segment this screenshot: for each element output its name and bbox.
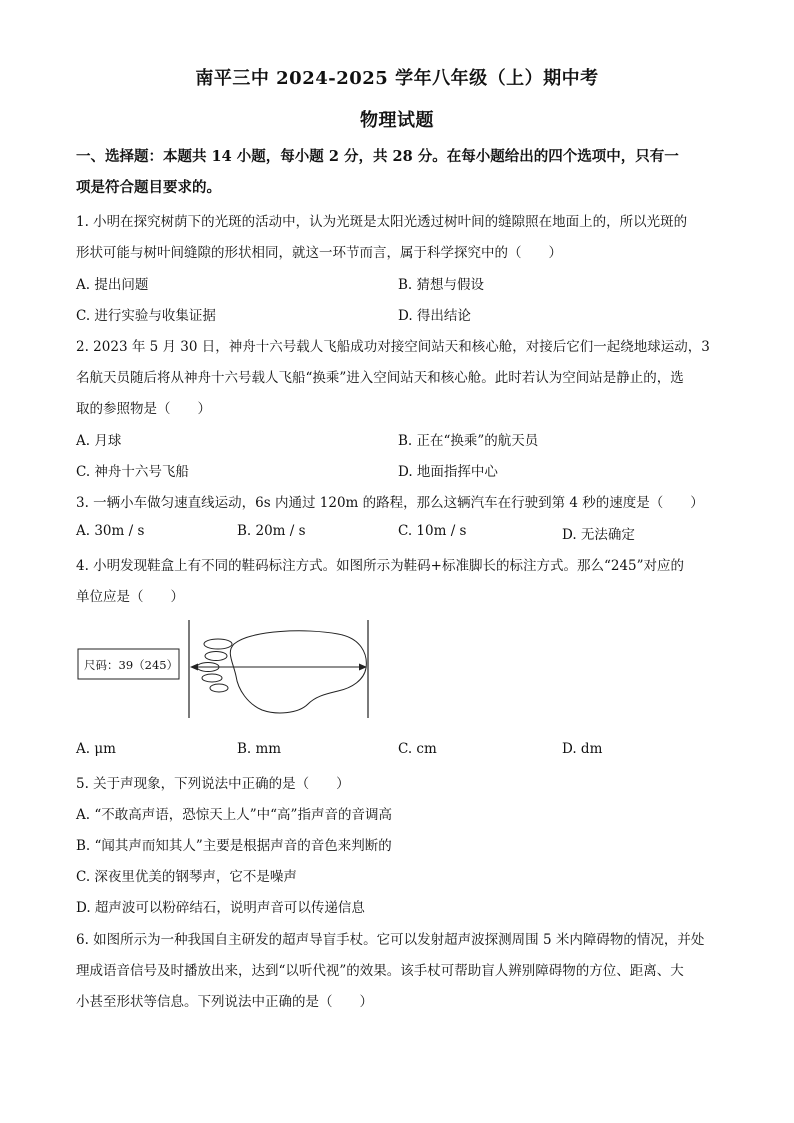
q1-option-b: B. 猜想与假设: [398, 277, 485, 293]
q2-option-b: B. 正在“换乘”的航天员: [398, 433, 539, 449]
q1-option-d: D. 得出结论: [398, 308, 471, 324]
toe-2: [205, 652, 227, 661]
q4-option-d: D. dm: [562, 741, 603, 757]
section-heading-line2: 项是符合题目要求的。: [76, 179, 221, 196]
question-6-line1: 6. 如图所示为一种我国自主研发的超声导盲手杖。它可以发射超声波探测周围 5 米内障碍物的情况，并处: [76, 932, 705, 948]
toe-5: [210, 684, 228, 692]
q3-option-d: D. 无法确定: [562, 527, 635, 543]
question-3-line1: 3. 一辆小车做匀速直线运动，6s 内通过 120m 的路程，那么这辆汽车在行驶到第 4 秒的速度是（ ）: [76, 495, 704, 511]
q1-option-c: C. 进行实验与收集证据: [76, 308, 216, 324]
q4-option-c: C. cm: [398, 741, 437, 757]
q5-option-a: A. “不敢高声语，恐惊天上人”中“高”指声音的音调高: [76, 807, 392, 823]
question-1-line2: 形状可能与树叶间缝隙的形状相同，就这一环节而言，属于科学探究中的（ ）: [76, 245, 562, 261]
section-heading-line1: 一、选择题：本题共 14 小题，每小题 2 分，共 28 分。在每小题给出的四个选项中，只有一: [76, 148, 679, 165]
toe-1: [204, 639, 232, 649]
q5-option-b: B. “闻其声而知其人”主要是根据声音的音色来判断的: [76, 838, 392, 854]
question-1-line1: 1. 小明在探究树荫下的光斑的活动中，认为光斑是太阳光透过树叶间的缝隙照在地面上的，所以光斑的: [76, 214, 688, 230]
q2-option-d: D. 地面指挥中心: [398, 464, 498, 480]
q2-option-c: C. 神舟十六号飞船: [76, 464, 189, 480]
q3-option-b: B. 20m / s: [237, 523, 306, 539]
q4-option-b: B. mm: [237, 741, 282, 757]
q3-option-a: A. 30m / s: [76, 523, 145, 539]
question-5-line1: 5. 关于声现象，下列说法中正确的是（ ）: [76, 776, 350, 792]
question-6-line2: 理成语音信号及时播放出来，达到“以听代视”的效果。该手杖可帮助盲人辨别障碍物的方位、距离、大: [76, 963, 684, 979]
q5-option-c: C. 深夜里优美的钢琴声，它不是噪声: [76, 869, 297, 885]
q1-option-a: A. 提出问题: [76, 277, 149, 293]
question-4-line1: 4. 小明发现鞋盒上有不同的鞋码标注方式。如图所示为鞋码+标准脚长的标注方式。那么“245”对应的: [76, 558, 685, 574]
toe-4: [202, 674, 222, 682]
arrow-head-left: [190, 664, 198, 671]
page-subtitle: 物理试题: [360, 110, 434, 131]
size-label-text: 尺码：39（245）: [84, 658, 179, 672]
q4-option-a: A. μm: [76, 741, 116, 757]
question-2-line3: 取的参照物是（ ）: [76, 401, 211, 417]
question-2-line2: 名航天员随后将从神舟十六号载人飞船“换乘”进入空间站天和核心舱。此时若认为空间站是静止的，选: [76, 370, 684, 386]
q2-option-a: A. 月球: [76, 433, 122, 449]
question-2-line1: 2. 2023 年 5 月 30 日，神舟十六号载人飞船成功对接空间站天和核心舱，对接后它们一起绕地球运动，3: [76, 339, 710, 355]
foot-outline: [230, 631, 366, 713]
q3-option-c: C. 10m / s: [398, 523, 467, 539]
question-6-line3: 小甚至形状等信息。下列说法中正确的是（ ）: [76, 994, 373, 1010]
question-4-line2: 单位应是（ ）: [76, 589, 184, 605]
shoe-size-figure: [76, 618, 386, 722]
q5-option-d: D. 超声波可以粉碎结石，说明声音可以传递信息: [76, 900, 365, 916]
page-title: 南平三中 2024-2025 学年八年级（上）期中考: [195, 68, 599, 89]
